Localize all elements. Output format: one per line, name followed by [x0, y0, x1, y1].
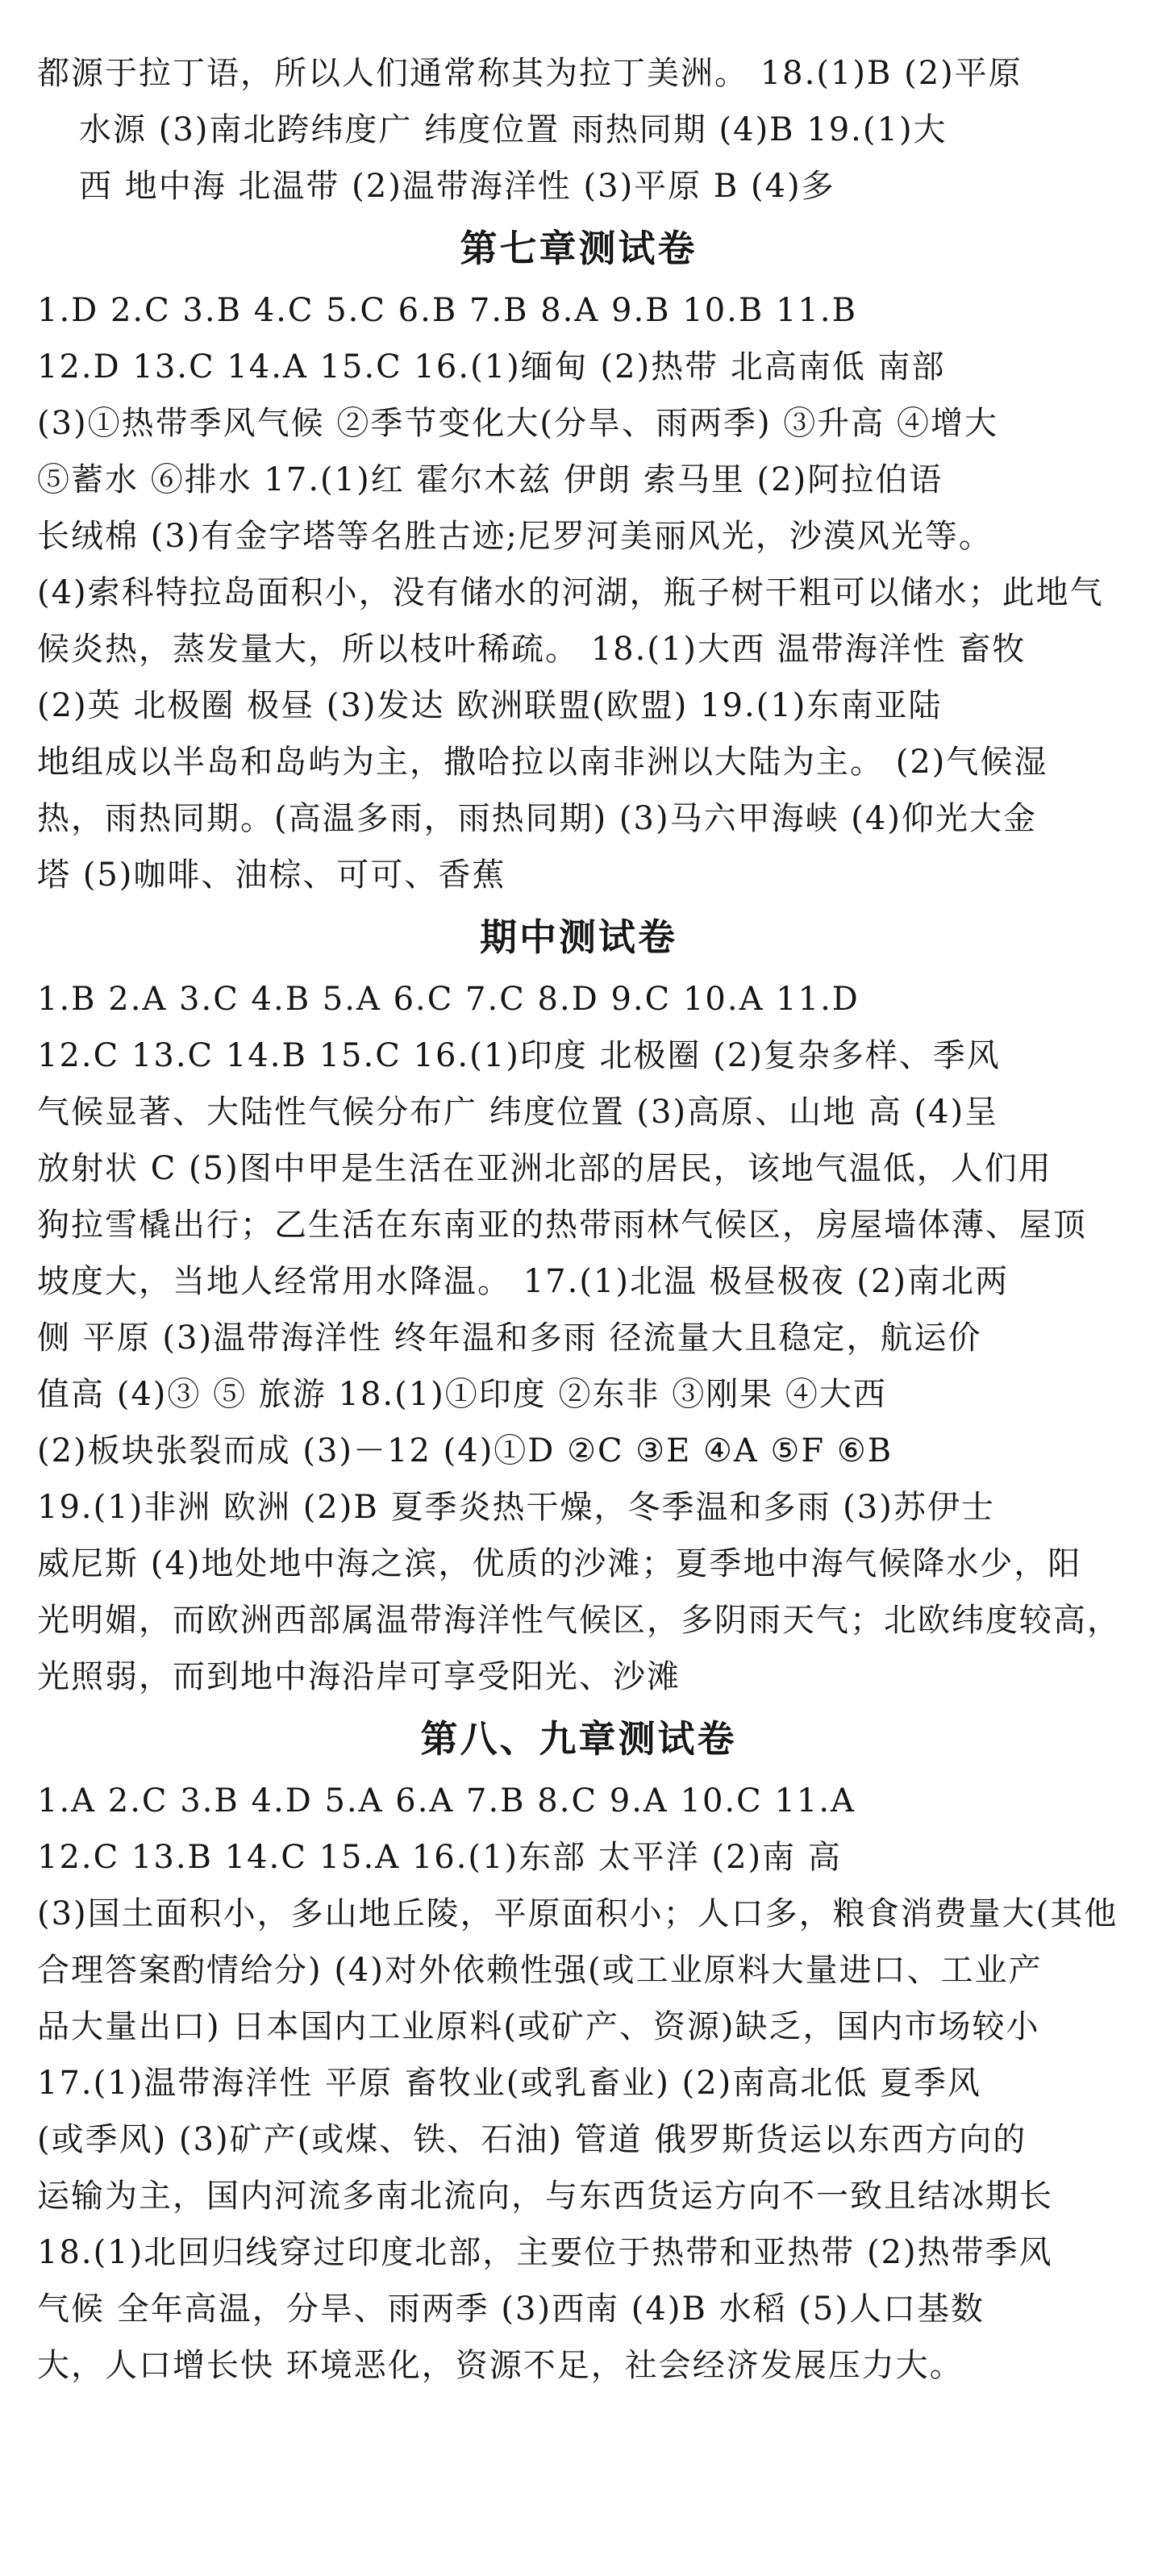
text-line: 气候显著、大陆性气候分布广 纬度位置 (3)高原、山地 高 (4)呈	[37, 1094, 999, 1131]
text-line: 值高 (4)③ ⑤ 旅游 18.(1)①印度 ②东非 ③刚果 ④大西	[37, 1376, 887, 1413]
text-line: 侧 平原 (3)温带海洋性 终年温和多雨 径流量大且稳定，航运价	[37, 1319, 982, 1357]
text-line: 光明媚，而欧洲西部属温带海洋性气候区，多阴雨天气；北欧纬度较高，	[37, 1602, 1121, 1639]
text-line: 气候 全年高温，分旱、雨两季 (3)西南 (4)B 水稻 (5)人口基数	[37, 2290, 985, 2328]
text-line: 水源 (3)南北跨纬度广 纬度位置 雨热同期 (4)B 19.(1)大	[79, 111, 948, 148]
text-line: 品大量出口) 日本国内工业原料(或矿产、资源)缺乏，国内市场较小	[37, 2008, 1040, 2045]
text-line: 威尼斯 (4)地处地中海之滨，优质的沙滩；夏季地中海气候降水少，阳	[37, 1545, 1082, 1582]
text-line: 17.(1)温带海洋性 平原 畜牧业(或乳畜业) (2)南高北低 夏季风	[37, 2065, 982, 2102]
section-title: 期中测试卷	[480, 915, 677, 959]
text-line: 合理答案酌情给分) (4)对外依赖性强(或工业原料大量进口、工业产	[37, 1952, 1043, 1989]
text-line: 都源于拉丁语，所以人们通常称其为拉丁美洲。 18.(1)B (2)平原	[37, 55, 1022, 92]
text-line: 西 地中海 北温带 (2)温带海洋性 (3)平原 B (4)多	[79, 168, 835, 205]
section-title: 第八、九章测试卷	[420, 1717, 737, 1761]
text-line: ⑤蓄水 ⑥排水 17.(1)红 霍尔木兹 伊朗 索马里 (2)阿拉伯语	[37, 461, 943, 498]
section-chapter8-9	[37, 1705, 1120, 2394]
text-line: 18.(1)北回归线穿过印度北部，主要位于热带和亚热带 (2)热带季风	[37, 2234, 1053, 2271]
text-line: 1.B 2.A 3.C 4.B 5.A 6.C 7.C 8.D 9.C 10.A 11.D	[37, 981, 860, 1018]
text-line: 19.(1)非洲 欧洲 (2)B 夏季炎热干燥，冬季温和多雨 (3)苏伊士	[37, 1489, 995, 1526]
text-line: 长绒棉 (3)有金字塔等名胜古迹;尼罗河美丽风光，沙漠风光等。	[37, 518, 993, 555]
section-midterm	[37, 903, 1120, 1705]
text-line: (3)①热带季风气候 ②季节变化大(分旱、雨两季) ③升高 ④增大	[37, 405, 999, 442]
text-line: (2)英 北极圈 极昼 (3)发达 欧洲联盟(欧盟) 19.(1)东南亚陆	[37, 687, 943, 724]
text-line: 候炎热，蒸发量大，所以枝叶稀疏。 18.(1)大西 温带海洋性 畜牧	[37, 631, 1027, 668]
text-line: 光照弱，而到地中海沿岸可享受阳光、沙滩	[37, 1658, 681, 1695]
text-line: 1.D 2.C 3.B 4.C 5.C 6.B 7.B 8.A 9.B 10.B 11.B	[37, 292, 857, 329]
text-line: 12.D 13.C 14.A 15.C 16.(1)缅甸 (2)热带 北高南低 南部	[37, 348, 946, 386]
text-line: 运输为主，国内河流多南北流向，与东西货运方向不一致且结冰期长	[37, 2178, 1053, 2215]
text-line: 狗拉雪橇出行；乙生活在东南亚的热带雨林气候区，房屋墙体薄、屋顶	[37, 1207, 1087, 1244]
text-line: 大，人口增长快 环境恶化，资源不足，社会经济发展压力大。	[37, 2347, 964, 2384]
text-line: 热，雨热同期。(高温多雨，雨热同期) (3)马六甲海峡 (4)仰光大金	[37, 800, 1037, 837]
text-line: 塔 (5)咖啡、油棕、可可、香蕉	[37, 857, 506, 894]
text-line: 地组成以半岛和岛屿为主，撒哈拉以南非洲以大陆为主。 (2)气候湿	[37, 744, 1048, 781]
text-line: 放射状 C (5)图中甲是生活在亚洲北部的居民，该地气温低，人们用	[37, 1150, 1052, 1187]
intro-block	[37, 45, 1120, 215]
section-chapter7	[37, 215, 1120, 903]
text-line: (4)索科特拉岛面积小，没有储水的河湖，瓶子树干粗可以储水；此地气	[37, 574, 1104, 611]
text-line: 1.A 2.C 3.B 4.D 5.A 6.A 7.B 8.C 9.A 10.C 11.A	[37, 1782, 856, 1819]
text-line: (2)板块张裂而成 (3)－12 (4)①D ②C ③E ④A ⑤F ⑥B	[37, 1432, 893, 1469]
text-line: 坡度大，当地人经常用水降温。 17.(1)北温 极昼极夜 (2)南北两	[37, 1263, 1010, 1300]
text-line: (3)国土面积小，多山地丘陵，平原面积小；人口多，粮食消费量大(其他	[37, 1895, 1118, 1932]
text-line: (或季风) (3)矿产(或煤、铁、石油) 管道 俄罗斯货运以东西方向的	[37, 2121, 1027, 2158]
text-line: 12.C 13.B 14.C 15.A 16.(1)东部 太平洋 (2)南 高	[37, 1839, 842, 1876]
text-line: 12.C 13.C 14.B 15.C 16.(1)印度 北极圈 (2)复杂多样、季风	[37, 1037, 1001, 1074]
section-title: 第七章测试卷	[460, 227, 698, 270]
